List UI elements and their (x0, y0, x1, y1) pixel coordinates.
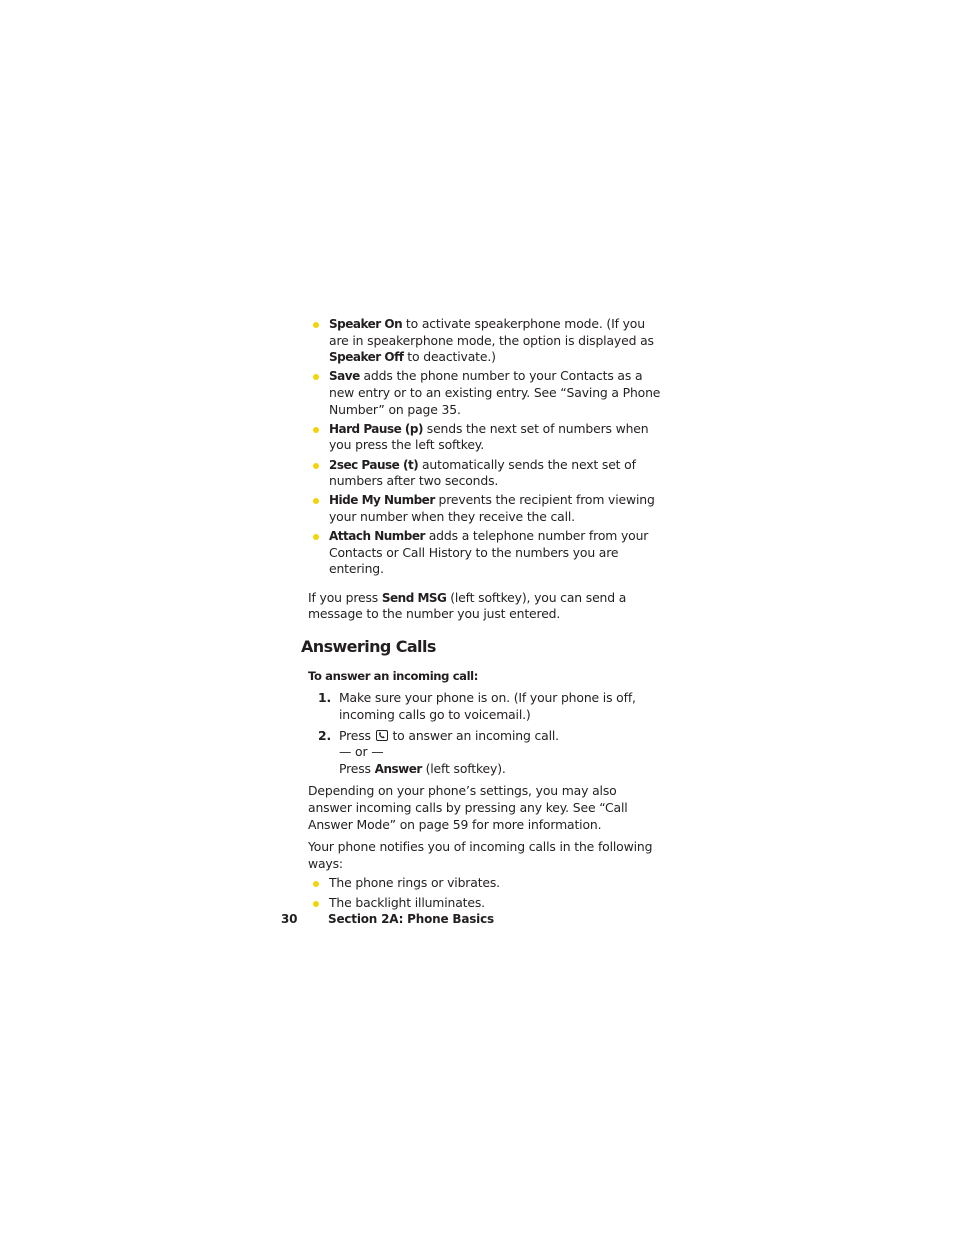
step-text: (left softkey). (421, 760, 506, 776)
option-text: sends the next set of numbers when you press the left softkey. (329, 420, 649, 453)
option-text: to activate speakerphone mode. (If you are in speakerphone mode, the option is displayed as (329, 316, 654, 348)
step-item (308, 728, 664, 778)
step-text: to answer an incoming call. (388, 727, 559, 743)
notify-text: The phone rings or vibrates. (329, 875, 500, 891)
list-item (308, 421, 664, 454)
step-text: Make sure your phone is on. (If your phone is off, incoming calls go to voicemail.) (339, 690, 636, 722)
option-term: Speaker Off (329, 350, 404, 365)
list-item (308, 316, 664, 366)
send-msg-term: Send MSG (381, 590, 447, 605)
steps-list (308, 690, 664, 777)
option-text: adds a telephone number from your Contacts or Call History to the numbers you are entering. (329, 528, 649, 577)
talk-key-icon (376, 730, 388, 741)
bullet-icon (313, 374, 319, 380)
section-heading: Answering Calls (301, 637, 436, 657)
option-term: Speaker On (329, 317, 403, 331)
option-text: prevents the recipient from viewing your number when they receive the call. (329, 492, 655, 524)
send-msg-text: If you press (308, 589, 382, 605)
list-item (308, 875, 664, 892)
step-text: Press (339, 760, 375, 776)
bullet-icon (313, 534, 319, 540)
page-number: 30 (281, 912, 298, 926)
step-text: Press (339, 727, 371, 743)
option-term: 2sec Pause (t) (329, 457, 419, 472)
option-text: to deactivate.) (403, 349, 496, 365)
bullet-icon (313, 463, 319, 469)
bullet-icon (313, 901, 319, 907)
answer-term: Answer (374, 761, 422, 776)
notify-text: The backlight illuminates. (329, 894, 485, 910)
or-separator: — or — (339, 744, 384, 760)
step-number: 2. (318, 727, 332, 743)
list-item (308, 492, 664, 525)
list-item (308, 457, 664, 490)
send-msg-text: (left softkey), you can send a message to the number you just entered. (308, 589, 627, 622)
option-term: Attach Number (329, 529, 425, 544)
bullet-icon (313, 881, 319, 887)
option-text: adds the phone number to your Contacts as a new entry or to an existing entry. See “Saving a Phone Number” on page 35. (329, 368, 661, 417)
list-item (308, 368, 664, 418)
option-term: Hard Pause (p) (329, 421, 423, 436)
notify-paragraph: Your phone notifies you of incoming calls in the following ways: (308, 839, 653, 871)
page-content (301, 316, 664, 914)
step-number: 1. (318, 690, 332, 706)
option-term: Save (329, 369, 360, 384)
send-msg-paragraph (308, 590, 664, 623)
options-list (308, 316, 664, 578)
notify-list (308, 875, 664, 911)
list-item (308, 895, 664, 912)
step-item (308, 690, 664, 723)
section-title: Section 2A: Phone Basics (328, 912, 494, 926)
bullet-icon (313, 427, 319, 433)
procedure-heading: To answer an incoming call: (308, 669, 478, 684)
bullet-icon (313, 322, 319, 328)
list-item (308, 528, 664, 578)
bullet-icon (313, 498, 319, 504)
option-term: Hide My Number (329, 493, 435, 508)
call-answer-paragraph: Depending on your phone’s settings, you may also answer incoming calls by pressing any key. See “Call Answer Mode” on page 59 for more information. (308, 783, 628, 832)
option-text: automatically sends the next set of numbers after two seconds. (329, 456, 636, 489)
